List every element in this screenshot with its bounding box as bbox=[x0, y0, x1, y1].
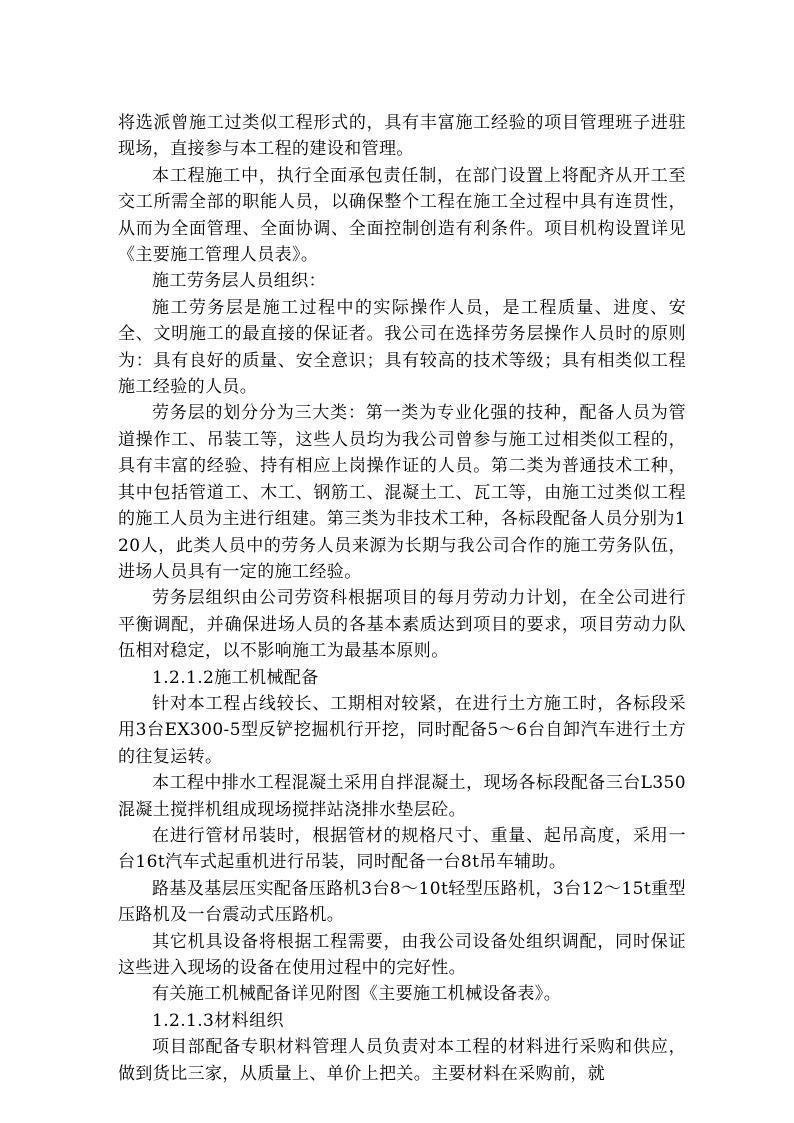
paragraph-3: 施工劳务层人员组织： bbox=[152, 271, 326, 292]
paragraph-1: 将选派曾施工过类似工程形式的，具有丰富施工经验的项目管理班子进驻现场，直接参与本工程的建设和管理。 bbox=[118, 113, 686, 160]
paragraph-11: 其它机具设备将根据工程需要，由我公司设备处组织调配，同时保证这些进入现场的设备在使用过程中的完好性。 bbox=[118, 931, 686, 978]
paragraph-5: 劳务层的划分分为三大类：第一类为专业化强的技种，配备人员为管道操作工、吊装工等，这些人员均为我公司曾参与施工过相类似工程的，具有丰富的经验、持有相应上岗操作证的人员。第二类为普通技术工种，其中包括管道工、木工、钢筋工、混凝土工、瓦工等，由施工过类似工程的施工人员为主进行组建。第三类为非技术工种，各标段配备人员分别为120人，此类人员中的劳务人员来源为长期与我公司合作的施工劳务队伍，进场人员具有一定的施工经验。 bbox=[118, 403, 687, 582]
paragraph-12: 有关施工机械配备详见附图《主要施工机械设备表》。 bbox=[152, 984, 562, 1005]
paragraph-7: 针对本工程占线较长、工期相对较紧，在进行土方施工时，各标段采用3台EX300-5型反铲挖掘机行开挖，同时配备5～6台自卸汽车进行土方的往复运转。 bbox=[118, 693, 686, 767]
paragraph-6: 劳务层组织由公司劳资科根据项目的每月劳动力计划，在全公司进行平衡调配，并确保进场人员的各基本素质达到项目的要求，项目劳动力队伍相对稳定，以不影响施工为最基本原则。 bbox=[118, 588, 686, 662]
paragraph-9: 在进行管材吊装时，根据管材的规格尺寸、重量、起吊高度，采用一台16t汽车式起重机进行吊装，同时配备一台8t吊车辅助。 bbox=[118, 825, 686, 873]
document-body bbox=[118, 110, 686, 1087]
section-heading-1-2-1-2: 1.2.1.2施工机械配备 bbox=[152, 667, 319, 688]
paragraph-10: 路基及基层压实配备压路机3台8～10t轻型压路机，3台12～15t重型压路机及一台震动式压路机。 bbox=[118, 878, 686, 926]
paragraph-4: 施工劳务层是施工过程中的实际操作人员，是工程质量、进度、安全、文明施工的最直接的保证者。我公司在选择劳务层操作人员时的原则为：具有良好的质量、安全意识；具有较高的技术等级；具有相类似工程施工经验的人员。 bbox=[118, 297, 686, 398]
paragraph-8: 本工程中排水工程混凝土采用自拌混凝土，现场各标段配备三台L350混凝土搅拌机组成现场搅拌站浇排水垫层砼。 bbox=[118, 773, 686, 820]
section-heading-1-2-1-3: 1.2.1.3材料组织 bbox=[152, 1010, 284, 1031]
paragraph-2: 本工程施工中，执行全面承包责任制，在部门设置上将配齐从开工至交工所需全部的职能人员，以确保整个工程在施工全过程中具有连贯性，从而为全面管理、全面协调、全面控制创造有利条件。项目机构设置详见《主要施工管理人员表》。 bbox=[118, 165, 686, 266]
paragraph-13: 项目部配备专职材料管理人员负责对本工程的材料进行采购和供应，做到货比三家，从质量上、单价上把关。主要材料在采购前，就 bbox=[118, 1037, 686, 1084]
